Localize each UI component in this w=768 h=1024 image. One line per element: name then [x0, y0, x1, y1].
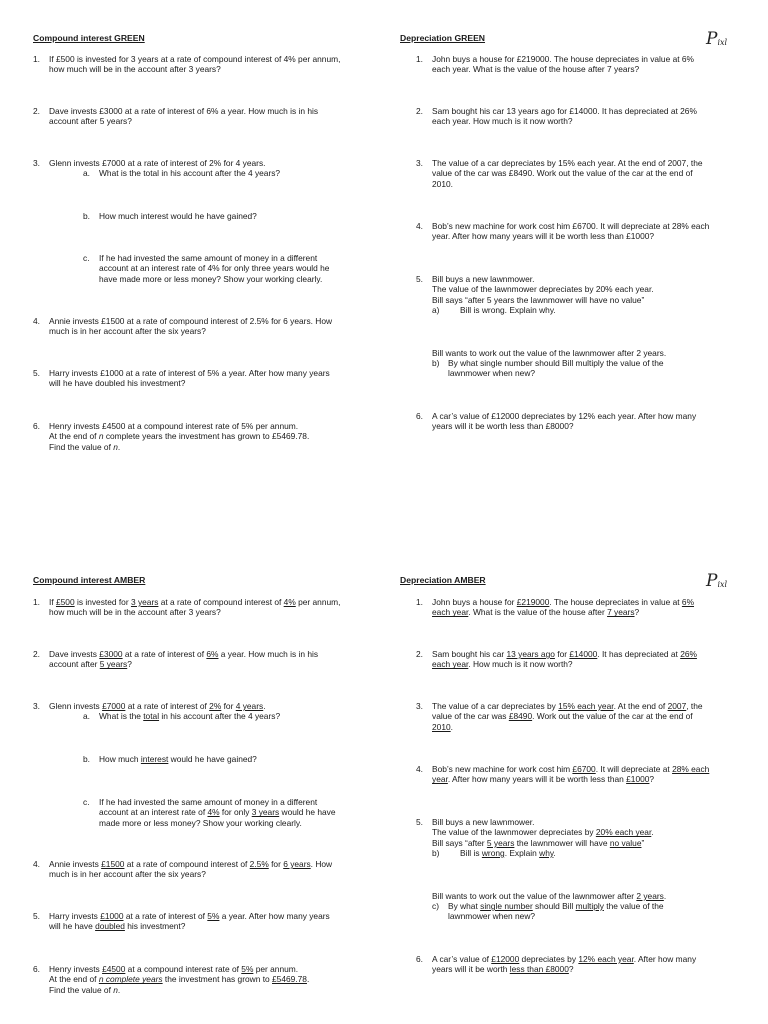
- logo-amber: $P^{ixl}$: [706, 571, 728, 591]
- compound-green-heading: Compound interest GREEN: [33, 33, 145, 43]
- da-question-5c-intro: Bill wants to work out the value of the lawnmower after 2 years.: [432, 891, 667, 901]
- dg-question-5b-intro: Bill wants to work out the value of the lawnmower after 2 years.: [432, 348, 667, 358]
- logo: $P^{ixl}$: [706, 29, 728, 49]
- compound-amber-heading: Compound interest AMBER: [33, 575, 146, 585]
- depreciation-green-heading: Depreciation GREEN: [400, 33, 486, 43]
- depreciation-amber-heading: Depreciation AMBER: [400, 575, 486, 585]
